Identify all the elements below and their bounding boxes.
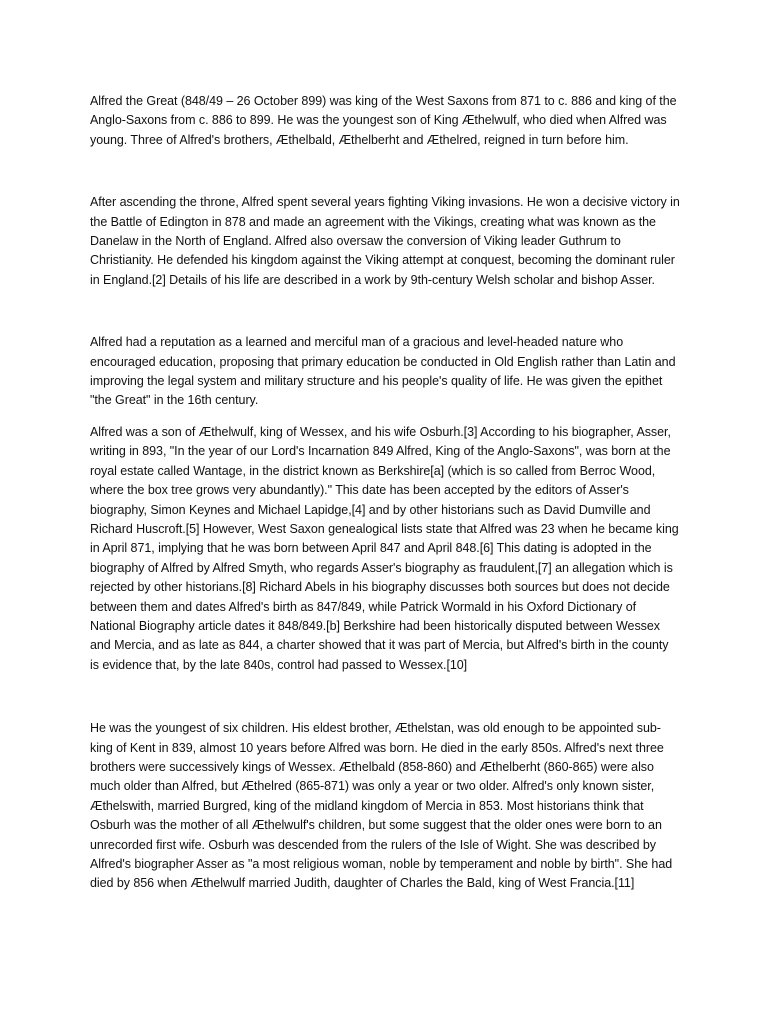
- paragraph-reputation: Alfred had a reputation as a learned and merciful man of a gracious and level-headed nature who encouraged education, proposing that primary education be conducted in Old English rather than Latin and improving the legal system and military structure and his people's quality of life. He was given the epithet "the Great" in the 16th century.: [90, 335, 676, 408]
- paragraph-birth: Alfred was a son of Æthelwulf, king of Wessex, and his wife Osburh.[3] According to his biographer, Asser, writing in 893, "In the year of our Lord's Incarnation 849 Alfred, King of the Anglo-Saxons", was born at the royal estate called Wantage, in the district known as Berkshire[a] (which is so called from Berroc Wood, where the box tree grows very abundantly)." This date has been accepted by the editors of Asser's biography, Simon Keynes and Michael Lapidge,[4] and by other historians such as David Dumville and Richard Huscroft.[5] However, West Saxon genealogical lists state that Alfred was 23 when he became king in April 871, implying that he was born between April 847 and April 848.[6] This dating is adopted in the biography of Alfred by Alfred Smyth, who regards Asser's biography as fraudulent,[7] an allegation which is rejected by other historians.[8] Richard Abels in his biography discusses both sources but does not decide between them and dates Alfred's birth as 847/849, while Patrick Wormald in his Oxford Dictionary of National Biography article dates it 848/849.[b] Berkshire had been historically disputed between Wessex and Mercia, and as late as 844, a charter showed that it was part of Mercia, but Alfred's birth in the county is evidence that, by the late 840s, control had passed to Wessex.[10]: [90, 424, 679, 672]
- paragraph-family: He was the youngest of six children. His eldest brother, Æthelstan, was old enough to be appointed sub-king of Kent in 839, almost 10 years before Alfred was born. He died in the early 850s. Alfred's next three brothers were successively kings of Wessex. Æthelbald (858-860) and Æthelberht (860-865) were also much older than Alfred, but Æthelred (865-871) was only a year or two older. Alfred's only known sister, Æthelswith, married Burgred, king of the midland kingdom of Mercia in 853. Most historians think that Osburh was the mother of all Æthelwulf's children, but some suggest that the older ones were born to an unrecorded first wife. Osburh was descended from the rulers of the Isle of Wight. She was described by Alfred's biographer Asser as "a most religious woman, noble by temperament and noble by birth". She had died by 856 when Æthelwulf married Judith, daughter of Charles the Bald, king of West Francia.[11]: [90, 721, 673, 891]
- document-page: [90, 92, 680, 894]
- paragraph-viking-wars: After ascending the throne, Alfred spent several years fighting Viking invasions. He won a decisive victory in the Battle of Edington in 878 and made an agreement with the Vikings, creating what was known as the Danelaw in the North of England. Alfred also oversaw the conversion of Viking leader Guthrum to Christianity. He defended his kingdom against the Viking attempt at conquest, becoming the dominant ruler in England.[2] Details of his life are described in a work by 9th-century Welsh scholar and bishop Asser.: [90, 195, 680, 287]
- paragraph-intro: Alfred the Great (848/49 – 26 October 899) was king of the West Saxons from 871 to c. 886 and king of the Anglo-Saxons from c. 886 to 899. He was the youngest son of King Æthelwulf, who died when Alfred was young. Three of Alfred's brothers, Æthelbald, Æthelberht and Æthelred, reigned in turn before him.: [90, 94, 677, 147]
